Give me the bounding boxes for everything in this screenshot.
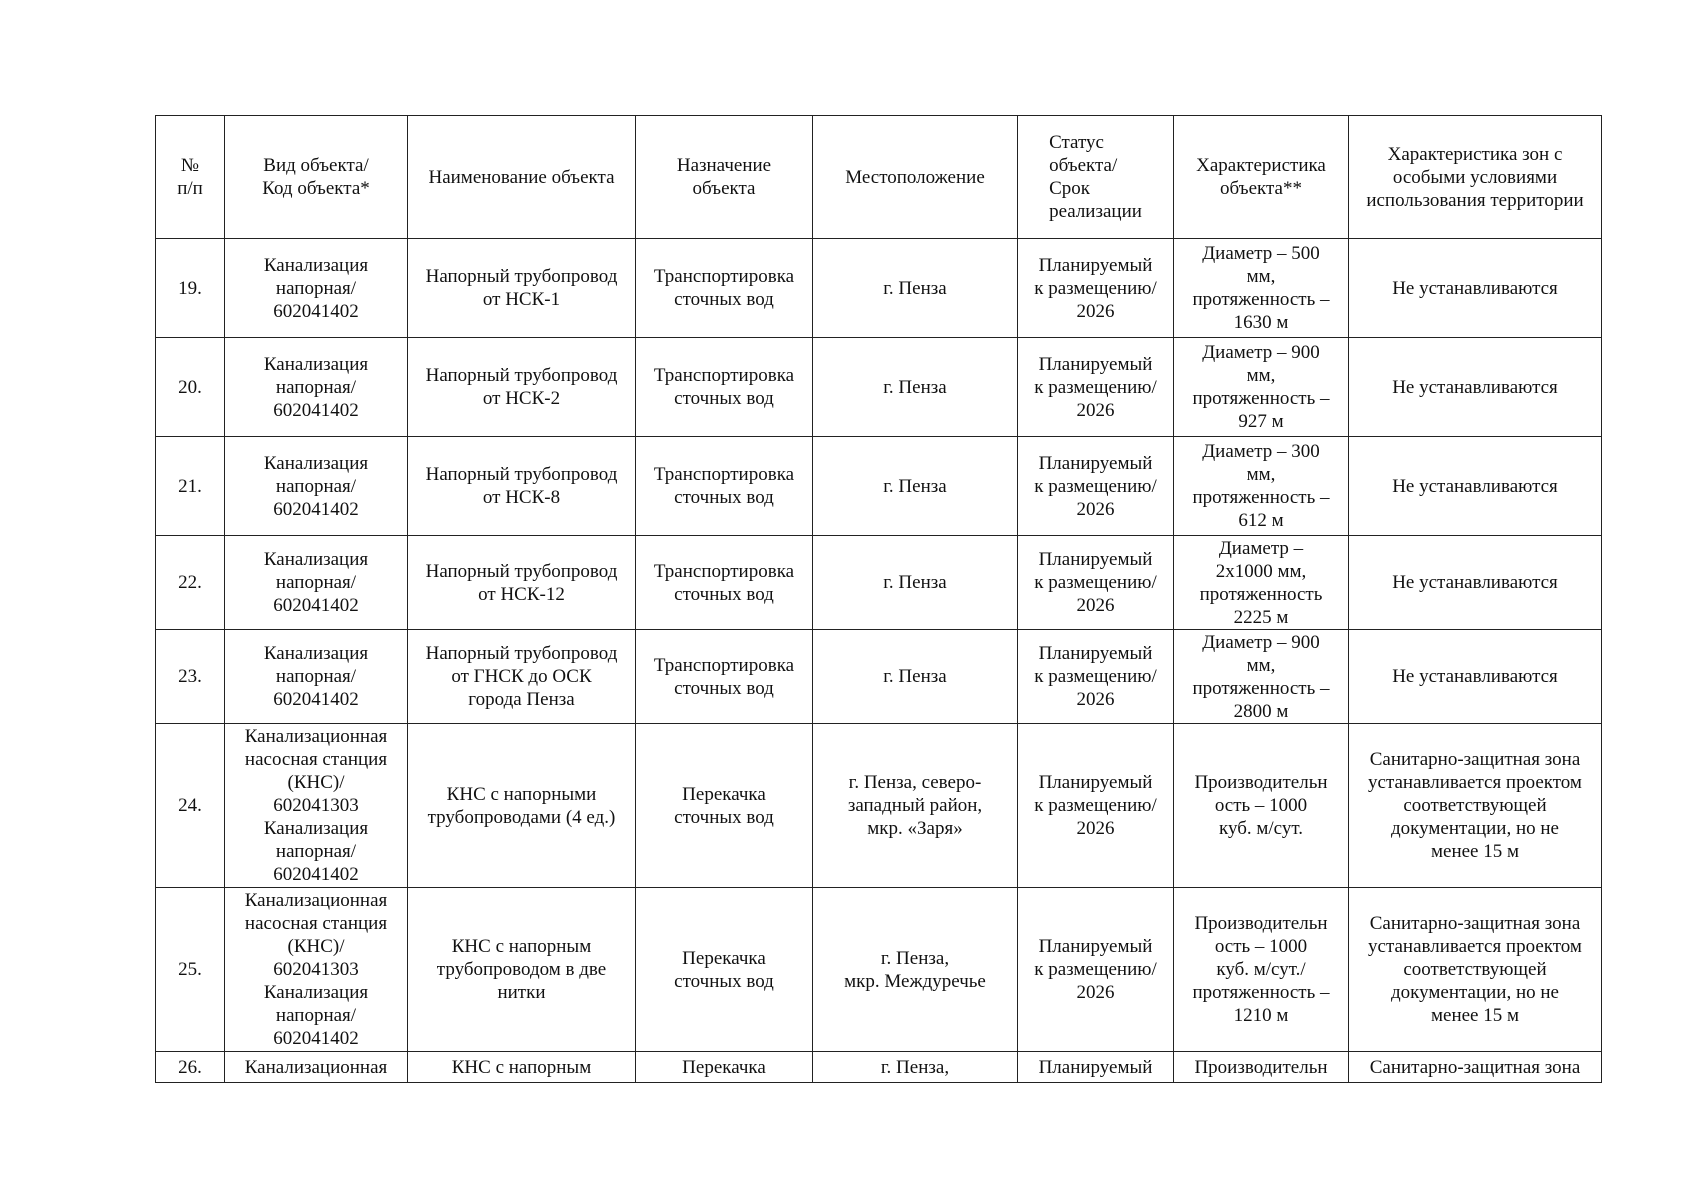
- table-row: [156, 239, 1602, 338]
- cell-purpose: Транспортировка сточных вод: [636, 437, 813, 536]
- cell-num: 20.: [156, 338, 225, 437]
- cell-location: г. Пенза,: [813, 1052, 1018, 1083]
- cell-status: Планируемый к размещению/ 2026: [1018, 437, 1174, 536]
- cell-characteristics: Диаметр – 2х1000 мм, протяженность 2225 м: [1174, 536, 1349, 630]
- table-row: [156, 888, 1602, 1052]
- cell-location: г. Пенза, северо- западный район, мкр. «Заря»: [813, 724, 1018, 888]
- cell-num: 19.: [156, 239, 225, 338]
- cell-zones: Не устанавливаются: [1349, 437, 1602, 536]
- cell-status: Планируемый к размещению/ 2026: [1018, 239, 1174, 338]
- table-row: [156, 724, 1602, 888]
- cell-zones: Санитарно-защитная зона: [1349, 1052, 1602, 1083]
- table-row: [156, 1052, 1602, 1083]
- cell-name: Напорный трубопровод от НСК-2: [408, 338, 636, 437]
- cell-location: г. Пенза: [813, 437, 1018, 536]
- table-row: [156, 630, 1602, 724]
- header-location: Местоположение: [813, 116, 1018, 239]
- table-header-row: [156, 116, 1602, 239]
- cell-name: Напорный трубопровод от НСК-1: [408, 239, 636, 338]
- cell-characteristics: Диаметр – 500 мм, протяженность – 1630 м: [1174, 239, 1349, 338]
- cell-type: Канализация напорная/ 602041402: [225, 239, 408, 338]
- cell-characteristics: Диаметр – 300 мм, протяженность – 612 м: [1174, 437, 1349, 536]
- cell-num: 25.: [156, 888, 225, 1052]
- cell-purpose: Транспортировка сточных вод: [636, 239, 813, 338]
- cell-type: Канализация напорная/ 602041402: [225, 536, 408, 630]
- cell-zones: Санитарно-защитная зона устанавливается проектом соответствующей документации, но не менее 15 м: [1349, 724, 1602, 888]
- header-num: № п/п: [156, 116, 225, 239]
- cell-name: Напорный трубопровод от НСК-8: [408, 437, 636, 536]
- header-status: Статус объекта/ Срок реализации: [1018, 116, 1174, 239]
- header-zones: Характеристика зон с особыми условиями использования территории: [1349, 116, 1602, 239]
- cell-status: Планируемый к размещению/ 2026: [1018, 536, 1174, 630]
- cell-type: Канализационная насосная станция (КНС)/ 602041303 Канализация напорная/ 602041402: [225, 888, 408, 1052]
- cell-type: Канализация напорная/ 602041402: [225, 630, 408, 724]
- cell-name: КНС с напорным трубопроводом в две нитки: [408, 888, 636, 1052]
- cell-zones: Не устанавливаются: [1349, 338, 1602, 437]
- cell-purpose: Перекачка сточных вод: [636, 724, 813, 888]
- cell-status: Планируемый: [1018, 1052, 1174, 1083]
- cell-purpose: Транспортировка сточных вод: [636, 338, 813, 437]
- header-name: Наименование объекта: [408, 116, 636, 239]
- cell-num: 22.: [156, 536, 225, 630]
- cell-num: 26.: [156, 1052, 225, 1083]
- cell-name: Напорный трубопровод от ГНСК до ОСК города Пенза: [408, 630, 636, 724]
- objects-table: [155, 115, 1602, 1083]
- cell-location: г. Пенза: [813, 630, 1018, 724]
- cell-name: КНС с напорным: [408, 1052, 636, 1083]
- cell-status: Планируемый к размещению/ 2026: [1018, 630, 1174, 724]
- table-row: [156, 437, 1602, 536]
- cell-characteristics: Производительн: [1174, 1052, 1349, 1083]
- cell-type: Канализационная насосная станция (КНС)/ 602041303 Канализация напорная/ 602041402: [225, 724, 408, 888]
- cell-num: 23.: [156, 630, 225, 724]
- cell-type: Канализационная: [225, 1052, 408, 1083]
- cell-status: Планируемый к размещению/ 2026: [1018, 888, 1174, 1052]
- cell-zones: Не устанавливаются: [1349, 630, 1602, 724]
- cell-name: Напорный трубопровод от НСК-12: [408, 536, 636, 630]
- cell-purpose: Транспортировка сточных вод: [636, 630, 813, 724]
- header-characteristics: Характеристика объекта**: [1174, 116, 1349, 239]
- cell-num: 24.: [156, 724, 225, 888]
- cell-zones: Не устанавливаются: [1349, 239, 1602, 338]
- cell-name: КНС с напорными трубопроводами (4 ед.): [408, 724, 636, 888]
- cell-status: Планируемый к размещению/ 2026: [1018, 724, 1174, 888]
- cell-location: г. Пенза: [813, 536, 1018, 630]
- cell-location: г. Пенза: [813, 239, 1018, 338]
- table-row: [156, 536, 1602, 630]
- cell-type: Канализация напорная/ 602041402: [225, 437, 408, 536]
- cell-type: Канализация напорная/ 602041402: [225, 338, 408, 437]
- header-purpose: Назначение объекта: [636, 116, 813, 239]
- cell-purpose: Транспортировка сточных вод: [636, 536, 813, 630]
- cell-num: 21.: [156, 437, 225, 536]
- cell-zones: Санитарно-защитная зона устанавливается проектом соответствующей документации, но не менее 15 м: [1349, 888, 1602, 1052]
- cell-zones: Не устанавливаются: [1349, 536, 1602, 630]
- cell-characteristics: Производительн ость – 1000 куб. м/сут.: [1174, 724, 1349, 888]
- cell-status: Планируемый к размещению/ 2026: [1018, 338, 1174, 437]
- cell-characteristics: Диаметр – 900 мм, протяженность – 927 м: [1174, 338, 1349, 437]
- cell-purpose: Перекачка сточных вод: [636, 888, 813, 1052]
- table-row: [156, 338, 1602, 437]
- cell-location: г. Пенза, мкр. Междуречье: [813, 888, 1018, 1052]
- header-type: Вид объекта/ Код объекта*: [225, 116, 408, 239]
- cell-purpose: Перекачка: [636, 1052, 813, 1083]
- cell-location: г. Пенза: [813, 338, 1018, 437]
- cell-characteristics: Диаметр – 900 мм, протяженность – 2800 м: [1174, 630, 1349, 724]
- cell-characteristics: Производительн ость – 1000 куб. м/сут./ протяженность – 1210 м: [1174, 888, 1349, 1052]
